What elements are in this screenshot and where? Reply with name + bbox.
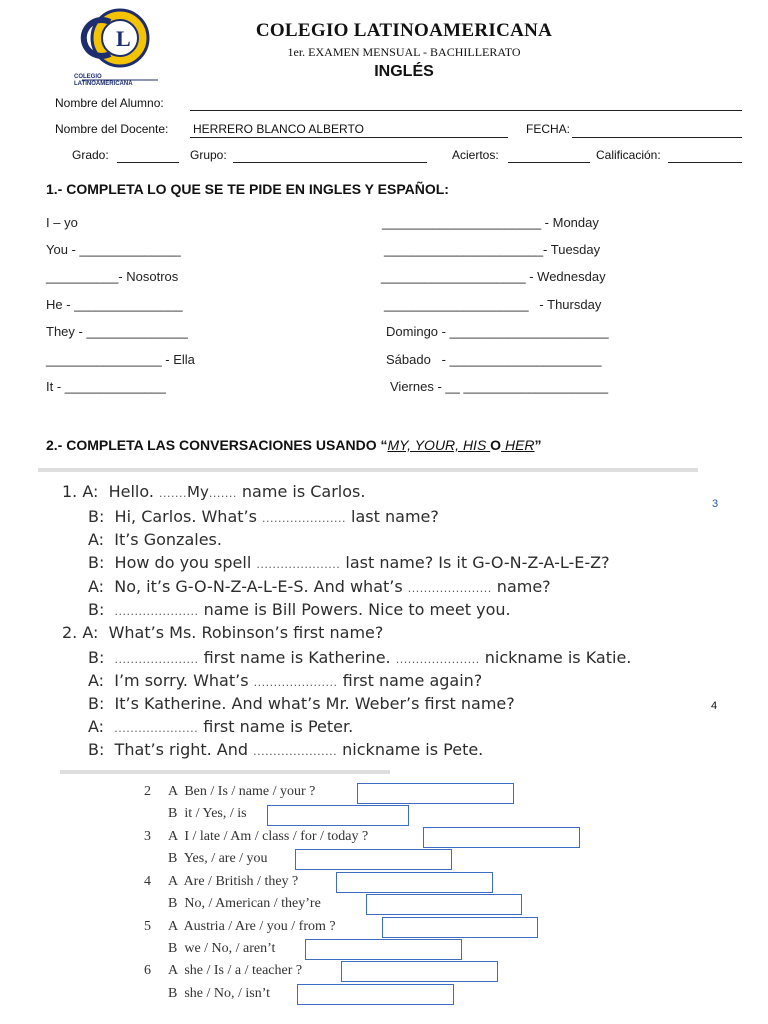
conv-2-line-3-b: first name again? [337,671,483,690]
scan-strip [38,468,698,472]
conv-2-line-1-text: A: What’s Ms. Robinson’s first name? [82,623,384,642]
answer-box-4a[interactable] [336,872,493,893]
section-2-title-her: HER [501,437,535,453]
conv-2-line-5-a: A: [88,717,115,736]
conv-1-line-5 [88,577,551,596]
exercise-5-a: A Austria / Are / you / from ? [168,919,336,934]
conv-2-number: 2. [62,623,78,642]
scan-strip [60,770,390,774]
date-field[interactable] [572,137,742,138]
conv-1-line-3: A: It’s Gonzales. [88,530,222,549]
conv-1-line-1 [62,482,365,501]
conv-1-line-2-b: last name? [345,507,439,526]
exercise-4-num: 4 [144,874,151,889]
blank[interactable]: ..................... [253,676,338,689]
conv-2-line-2-a: B: [88,648,115,667]
answer-box-6a[interactable] [341,961,498,982]
section-2-title [46,437,542,453]
answer-box-3a[interactable] [423,827,580,848]
exercise-6-num: 6 [144,963,151,978]
vocab-right-1: ______________________ - Monday [382,215,599,230]
conv-1-line-1-b: name is Carlos. [236,482,366,501]
teacher-name-field[interactable] [190,137,508,138]
exercise-3-num: 3 [144,829,151,844]
conv-1-line-4-b: last name? Is it G-O-N-Z-A-L-E-Z? [340,553,610,572]
blank[interactable]: ..................... [256,558,341,571]
conv-2-line-6-b: nickname is Pete. [337,740,484,759]
answer-box-5b[interactable] [305,939,462,960]
exercise-5-b: B we / No, / aren’t [168,941,276,956]
conv-2-line-2 [88,648,631,667]
blank[interactable]: ..................... [114,722,199,735]
conv-1-line-6-a: B: [88,600,115,619]
teacher-name-value: HERRERO BLANCO ALBERTO [193,122,364,136]
conv-1-line-5-b: name? [491,577,551,596]
conv-1-number: 1. [62,482,78,501]
answer-box-2b[interactable] [267,805,409,826]
date-label: FECHA: [526,122,571,136]
logo-caption: COLEGIO LATINOAMERICANA [74,74,133,87]
grade-label: Grado: [72,148,109,162]
answer-box-4b[interactable] [366,894,522,915]
blank[interactable]: ..................... [262,512,346,525]
item-score-number: 4 [711,700,718,712]
answer-box-5a[interactable] [382,917,538,938]
teacher-label: Nombre del Docente: [55,122,169,136]
group-field[interactable] [233,162,427,163]
blank[interactable]: ..................... [395,653,480,666]
exercise-6-b: B she / No, / isn’t [168,986,271,1001]
conv-1-line-4-a: B: How do you spell [88,553,257,572]
school-name: COLEGIO LATINOAMERICANA [255,20,553,41]
section-2-title-text: 2.- COMPLETA LAS CONVERSACIONES USANDO “ [46,437,388,453]
vocab-right-6: Sábado - _____________________ [386,352,602,367]
conv-2-line-4: B: It’s Katherine. And what’s Mr. Weber’s first name? [88,694,515,713]
vocab-left-5: They - ______________ [46,324,188,339]
hits-label: Aciertos: [452,148,499,162]
exercise-3-a: A I / late / Am / class / for / today ? [168,829,369,844]
section-2-title-o: O [490,437,502,453]
conv-2-line-5 [88,717,353,736]
blank[interactable]: ..................... [253,745,338,758]
conv-1-line-4 [88,553,610,572]
conv-1-line-2-a: B: Hi, Carlos. What’s [88,507,263,526]
conv-2-line-6-a: B: That’s right. And [88,740,254,759]
conv-2-line-5-b: first name is Peter. [198,717,354,736]
vocab-left-1: I – yo [46,215,78,230]
subject-title: INGLÉS [374,63,434,80]
blank[interactable]: ..................... [407,582,492,595]
blank[interactable]: ..................... [114,653,199,666]
vocab-left-2: You - ______________ [46,242,181,257]
group-label: Grupo: [190,148,227,162]
conv-2-line-2-c: nickname is Katie. [479,648,632,667]
conv-1-line-1-a: A: Hello. [82,482,160,501]
score-label: Calificación: [596,148,661,162]
conv-2-line-1 [62,623,383,642]
blank[interactable]: ....... [159,487,188,500]
vocab-left-4: He - _______________ [46,297,183,312]
conv-2-line-3 [88,671,482,690]
exercise-2-num: 2 [144,784,151,799]
vocab-right-5: Domingo - ______________________ [386,324,609,339]
conv-2-line-6 [88,740,483,759]
exercise-5-num: 5 [144,919,151,934]
section-2-title-close: ” [534,437,542,453]
student-name-field[interactable] [190,110,742,111]
vocab-left-3: __________- Nosotros [46,269,179,284]
conv-1-line-5-a: A: No, it’s G-O-N-Z-A-L-E-S. And what’s [88,577,408,596]
exercise-3-b: B Yes, / are / you [168,851,268,866]
vocab-right-4: ____________________ - Thursday [384,297,602,312]
answer-box-3b[interactable] [295,849,452,870]
vocab-right-7: Viernes - __ ____________________ [390,379,609,394]
exercise-2-b: B it / Yes, / is [168,806,247,821]
vocab-right-3: ____________________ - Wednesday [381,269,606,284]
exercise-2-a: A Ben / Is / name / your ? [168,784,316,799]
exercise-4-b: B No, / American / they’re [168,896,321,911]
filled-answer: My [187,483,209,501]
blank[interactable]: ....... [208,487,237,500]
conv-1-line-6 [88,600,511,619]
conv-2-line-3-a: A: I’m sorry. What’s [88,671,254,690]
blank[interactable]: ..................... [114,605,199,618]
section-2-title-words: MY, YOUR, HIS [387,437,491,453]
vocab-left-7: It - ______________ [46,379,166,394]
student-label: Nombre del Alumno: [55,96,164,110]
section-1-title: 1.- COMPLETA LO QUE SE TE PIDE EN INGLES Y ESPAÑOL: [46,181,449,197]
conv-1-line-6-b: name is Bill Powers. Nice to meet you. [198,600,511,619]
conv-1-line-2 [88,507,439,526]
score-field[interactable] [668,162,742,163]
exercise-4-a: A Are / British / they ? [168,874,299,889]
answer-box-2a[interactable] [357,783,514,804]
item-score-number: 3 [712,498,719,510]
svg-text:L: L [116,26,131,51]
vocab-right-2: ______________________- Tuesday [384,242,601,257]
vocab-left-6: ________________ - Ella [46,352,195,367]
hits-field[interactable] [508,162,590,163]
exercise-6-a: A she / Is / a / teacher ? [168,963,303,978]
exam-name: 1er. EXAMEN MENSUAL - BACHILLERATO [287,45,521,59]
conv-2-line-2-b: first name is Katherine. [198,648,396,667]
grade-field[interactable] [117,162,179,163]
answer-box-6b[interactable] [297,984,454,1005]
